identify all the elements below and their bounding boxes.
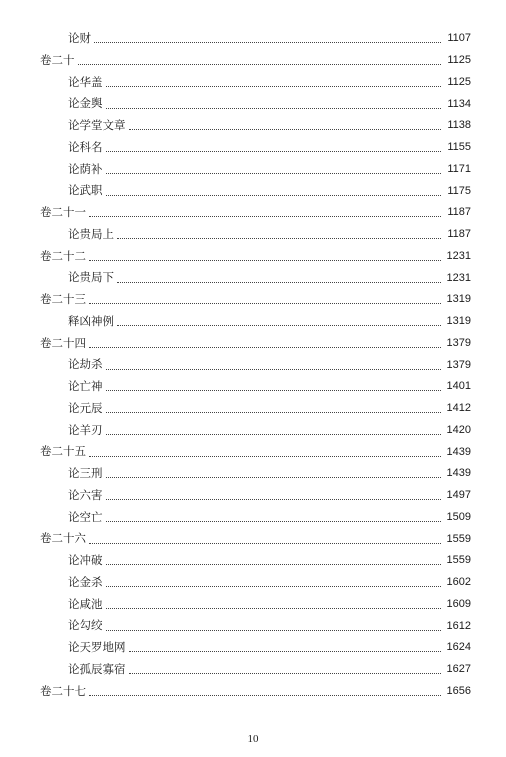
toc-entry-page: 1656: [443, 686, 506, 697]
toc-entry-title: 论贵局下: [68, 270, 114, 285]
dot-leader: [89, 456, 441, 457]
toc-entry-page: 1171: [443, 164, 506, 175]
toc-entry: [0, 115, 506, 137]
toc-entry-title: 论空亡: [68, 509, 103, 524]
toc-entry-title: 释凶神例: [68, 313, 114, 328]
toc-entry-page: 1420: [443, 425, 506, 436]
dot-leader: [106, 86, 442, 87]
toc-entry-page: 1509: [443, 512, 506, 523]
toc-entry: [0, 180, 506, 202]
toc-entry: [0, 311, 506, 333]
dot-leader: [106, 630, 442, 631]
toc-entry-title: 论金舆: [68, 96, 103, 111]
dot-leader: [129, 673, 442, 674]
toc-entry-page: 1439: [443, 468, 506, 479]
toc-entry-page: 1379: [443, 360, 506, 371]
toc-entry: [0, 398, 506, 420]
toc-entry-title: 论六害: [68, 487, 103, 502]
toc-entry-title: 卷二十一: [40, 205, 86, 220]
toc-entry: [0, 159, 506, 181]
toc-entry: [0, 420, 506, 442]
toc-entry-page: 1612: [443, 621, 506, 632]
toc-entry: [0, 72, 506, 94]
dot-leader: [106, 173, 442, 174]
toc-entry-page: 1231: [443, 251, 506, 262]
toc-entry-page: 1439: [443, 447, 506, 458]
toc-volume-entry: [0, 246, 506, 268]
dot-leader: [89, 543, 441, 544]
dot-leader: [129, 651, 442, 652]
dot-leader: [106, 412, 442, 413]
dot-leader: [94, 42, 441, 43]
dot-leader: [106, 499, 442, 500]
toc-entry-title: 论学堂文章: [68, 118, 126, 133]
toc-entry: [0, 659, 506, 681]
toc-entry-page: 1559: [443, 534, 506, 545]
dot-leader: [117, 282, 441, 283]
toc-entry: [0, 550, 506, 572]
toc-entry-page: 1125: [443, 55, 506, 66]
toc-entry-page: 1319: [443, 316, 506, 327]
toc-entry-title: 论元辰: [68, 400, 103, 415]
toc-volume-entry: [0, 50, 506, 72]
dot-leader: [106, 108, 442, 109]
toc-entry-title: 卷二十二: [40, 248, 86, 263]
toc-entry-page: 1138: [443, 120, 506, 131]
toc-entry: [0, 594, 506, 616]
toc-volume-entry: [0, 441, 506, 463]
toc-volume-entry: [0, 289, 506, 311]
toc-entry-page: 1401: [443, 381, 506, 392]
toc-entry-page: 1602: [443, 577, 506, 588]
toc-entry-title: 论荫补: [68, 161, 103, 176]
toc-entry-title: 卷二十七: [40, 683, 86, 698]
toc-entry-page: 1624: [443, 642, 506, 653]
toc-entry-title: 论三刑: [68, 466, 103, 481]
toc-entry-page: 1187: [443, 207, 506, 218]
toc-entry-page: 1319: [443, 294, 506, 305]
toc-entry-title: 论勾绞: [68, 618, 103, 633]
dot-leader: [106, 369, 442, 370]
toc-entry-title: 论华盖: [68, 74, 103, 89]
toc-entry-title: 卷二十三: [40, 292, 86, 307]
toc-entry-page: 1412: [443, 403, 506, 414]
dot-leader: [78, 64, 442, 65]
table-of-contents: [0, 28, 506, 702]
toc-entry: [0, 615, 506, 637]
toc-entry-page: 1231: [443, 273, 506, 284]
toc-entry-title: 论财: [68, 31, 91, 46]
toc-entry-title: 论武职: [68, 183, 103, 198]
toc-entry: [0, 376, 506, 398]
dot-leader: [106, 151, 442, 152]
dot-leader: [106, 477, 442, 478]
toc-entry: [0, 507, 506, 529]
dot-leader: [117, 325, 441, 326]
toc-entry-title: 论亡神: [68, 379, 103, 394]
toc-entry: [0, 224, 506, 246]
toc-entry-page: 1125: [443, 77, 506, 88]
toc-entry-title: 卷二十六: [40, 531, 86, 546]
toc-volume-entry: [0, 202, 506, 224]
dot-leader: [117, 238, 441, 239]
dot-leader: [129, 129, 442, 130]
toc-entry: [0, 485, 506, 507]
toc-entry-title: 卷二十: [40, 52, 75, 67]
dot-leader: [106, 521, 442, 522]
dot-leader: [106, 434, 442, 435]
toc-entry: [0, 572, 506, 594]
toc-entry-title: 论咸池: [68, 596, 103, 611]
toc-entry-title: 卷二十五: [40, 444, 86, 459]
toc-entry-page: 1187: [443, 229, 506, 240]
toc-entry-page: 1627: [443, 664, 506, 675]
toc-entry: [0, 28, 506, 50]
toc-entry-page: 1175: [443, 186, 506, 197]
toc-entry: [0, 637, 506, 659]
toc-entry-page: 1107: [443, 33, 506, 44]
toc-entry: [0, 463, 506, 485]
dot-leader: [106, 586, 442, 587]
toc-entry-page: 1379: [443, 338, 506, 349]
dot-leader: [106, 195, 442, 196]
toc-entry: [0, 93, 506, 115]
toc-entry-page: 1134: [443, 99, 506, 110]
toc-volume-entry: [0, 681, 506, 703]
dot-leader: [89, 347, 441, 348]
toc-entry-title: 论羊刃: [68, 422, 103, 437]
toc-entry-page: 1559: [443, 555, 506, 566]
toc-entry: [0, 354, 506, 376]
dot-leader: [89, 216, 441, 217]
toc-entry-title: 论科名: [68, 139, 103, 154]
toc-entry-title: 论孤辰寡宿: [68, 661, 126, 676]
page-number: 10: [247, 733, 259, 745]
dot-leader: [89, 260, 441, 261]
toc-volume-entry: [0, 333, 506, 355]
toc-entry: [0, 137, 506, 159]
toc-entry-title: 论天罗地网: [68, 640, 126, 655]
dot-leader: [89, 695, 441, 696]
toc-entry-title: 卷二十四: [40, 335, 86, 350]
dot-leader: [89, 303, 441, 304]
toc-entry: [0, 267, 506, 289]
toc-volume-entry: [0, 528, 506, 550]
toc-entry-title: 论金杀: [68, 574, 103, 589]
toc-entry-title: 论冲破: [68, 553, 103, 568]
toc-entry-page: 1497: [443, 490, 506, 501]
toc-entry-title: 论贵局上: [68, 226, 114, 241]
toc-entry-title: 论劫杀: [68, 357, 103, 372]
dot-leader: [106, 564, 442, 565]
toc-entry-page: 1155: [443, 142, 506, 153]
dot-leader: [106, 608, 442, 609]
dot-leader: [106, 390, 442, 391]
toc-entry-page: 1609: [443, 599, 506, 610]
